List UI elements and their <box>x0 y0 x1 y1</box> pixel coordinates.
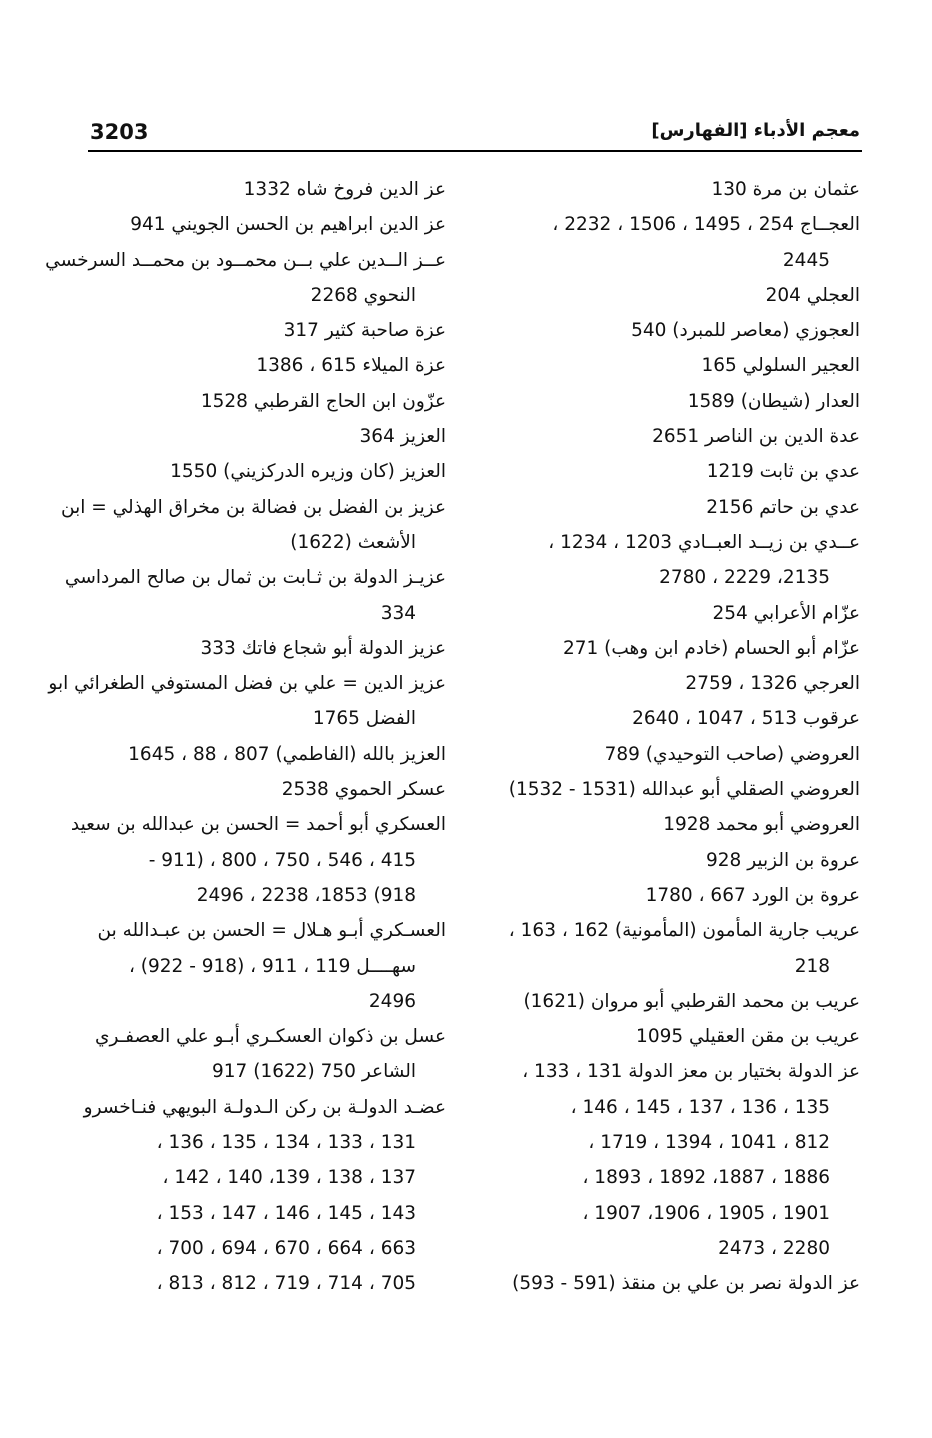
index-entry-continuation: 663 ، 664 ، 670 ، 694 ، 700 ، <box>156 1237 416 1259</box>
running-title: معجم الأدباء [الفهارس] <box>651 120 860 141</box>
index-column-left <box>45 172 446 1302</box>
index-entry: العسكري أبو أحمد = الحسن بن عبدالله بن سعيد <box>70 814 446 836</box>
index-entry: عزة صاحبة كثير 317 <box>283 320 446 342</box>
index-entry: العرجي 1326 ، 2759 <box>685 673 860 695</box>
index-entry-continuation: 218 <box>794 955 830 977</box>
index-entry: عدة الدين بن الناصر 2651 <box>652 426 860 448</box>
index-entry: العروضي (صاحب التوحيدي) 789 <box>604 743 860 765</box>
index-entry: عز الدين فروخ شاه 1332 <box>243 179 446 200</box>
index-entry: عدي بن حاتم 2156 <box>706 496 860 518</box>
index-entry: عزيز الدولة أبو شجاع فاتك 333 <box>200 637 446 659</box>
index-entry: عسل بن ذكوان العسكـري أبـو علي العصفـري <box>95 1026 446 1048</box>
index-entry-continuation: 2445 <box>782 249 830 271</box>
index-entry: العزيز (كان وزيره الدركزيني) 1550 <box>170 461 446 483</box>
index-entry-continuation: 1901 ، 1905 ، 1906، 1907 ، <box>582 1202 830 1224</box>
index-entry-continuation: 1886 ، 1887، 1892 ، 1893 ، <box>582 1167 830 1189</box>
index-entry: عروة بن الزبير 928 <box>706 849 860 871</box>
index-entry: العدار (شيطان) 1589 <box>687 390 860 412</box>
index-entry: العجوزي (معاصر للمبرد) 540 <box>631 320 860 342</box>
index-entry-continuation: الشاعر 750 (1622) 917 <box>212 1061 416 1083</box>
index-column-right <box>508 172 860 1302</box>
index-entry: عدي بن ثابت 1219 <box>706 461 860 483</box>
index-entry: عزّام أبو الحسام (خادم ابن وهب) 271 <box>562 637 860 659</box>
index-entry: عز الدين ابراهيم بن الحسن الجويني 941 <box>130 214 446 236</box>
index-entry-continuation: 2280 ، 2473 <box>718 1237 830 1259</box>
index-entry-continuation: 2135، 2229 ، 2780 <box>659 567 830 589</box>
index-entry: عزيز الدين = علي بن فضل المستوفي الطغرائي ابو <box>48 673 446 695</box>
index-entry: عرقوب 513 ، 1047 ، 2640 <box>632 708 860 730</box>
index-entry-continuation: 415 ، 546 ، 750 ، 800 ، (911 - <box>148 849 416 871</box>
index-entry-continuation: 137 ، 138 ، 139، 140 ، 142 ، <box>162 1167 416 1189</box>
index-entry-continuation: سهــــل 119 ، 911 ، (918 - 922) ، <box>128 955 416 977</box>
index-entry: العروضي أبو محمد 1928 <box>663 814 860 836</box>
index-entry: عروة بن الورد 667 ، 1780 <box>645 884 860 906</box>
index-entry-continuation: الأشعث (1622) <box>290 531 416 553</box>
index-entry: عسكر الحموي 2538 <box>281 779 446 801</box>
index-entry-continuation: الفضل 1765 <box>312 708 416 730</box>
index-entry: عزة الميلاء 615 ، 1386 <box>256 355 446 377</box>
page-header <box>88 118 862 148</box>
index-entry: عريب بن محمد القرطبي أبو مروان (1621) <box>523 990 860 1012</box>
index-entry: عثمان بن مرة 130 <box>711 179 860 200</box>
index-entry: عــدي بن زيــد العبــادي 1203 ، 1234 ، <box>548 531 860 553</box>
header-rule <box>88 150 862 152</box>
index-entry: عزيز بن الفضل بن فضالة بن مخراق الهذلي = ابن <box>61 496 446 518</box>
index-entry: العجير السلولي 165 <box>701 355 860 377</box>
index-entry-continuation: 812 ، 1041 ، 1394 ، 1719 ، <box>588 1132 830 1154</box>
index-entry-continuation: 2496 <box>368 990 416 1012</box>
index-entry: العجــاج 254 ، 1495 ، 1506 ، 2232 ، <box>552 214 860 236</box>
index-entry-continuation: 143 ، 145 ، 146 ، 147 ، 153 ، <box>156 1202 416 1224</box>
index-entry: عز الدولة بختيار بن معز الدولة 131 ، 133 ، <box>522 1061 860 1083</box>
index-entry-continuation: 705 ، 714 ، 719 ، 812 ، 813 ، <box>156 1273 416 1295</box>
index-entry: عريب بن مقن العقيلي 1095 <box>636 1026 860 1048</box>
index-entry: عزيـز الدولة بن ثـابت بن ثمال بن صالح المرداسي <box>64 567 446 589</box>
index-entry-continuation: 918) 1853، 2238 ، 2496 <box>196 884 416 906</box>
index-entry: عز الدولة نصر بن علي بن منقذ (591 - 593) <box>512 1273 860 1295</box>
index-entry-continuation: النحوي 2268 <box>310 284 416 306</box>
index-entry-continuation: 135 ، 136 ، 137 ، 145 ، 146 ، <box>570 1096 830 1118</box>
index-entry: عزّام الأعرابي 254 <box>712 602 860 624</box>
index-entry: العجلي 204 <box>765 284 860 306</box>
index-entry: العزيز بالله (الفاطمي) 807 ، 88 ، 1645 <box>128 743 446 765</box>
index-entry: عضـد الدولـة بن ركن الـدولـة البويهي فنـاخسرو <box>83 1096 446 1118</box>
index-entry: عــز الــدين علي بــن محمــود بن محمــد السرخسي <box>45 249 446 271</box>
index-entry: العزيز 364 <box>359 426 446 448</box>
index-entry-continuation: 131 ، 133 ، 134 ، 135 ، 136 ، <box>156 1132 416 1154</box>
index-entry-continuation: 334 <box>380 602 416 624</box>
index-entry: عريب جارية المأمون (المأمونية) 162 ، 163 ، <box>508 920 860 942</box>
index-entry: العسـكري أبـو هـلال = الحسن بن عبـدالله بن <box>97 920 446 942</box>
index-entry: العروضي الصقلي أبو عبدالله (1531 - 1532) <box>508 779 860 801</box>
page-number: 3203 <box>90 120 149 144</box>
index-entry: عزّون ابن الحاج القرطبي 1528 <box>200 390 446 412</box>
